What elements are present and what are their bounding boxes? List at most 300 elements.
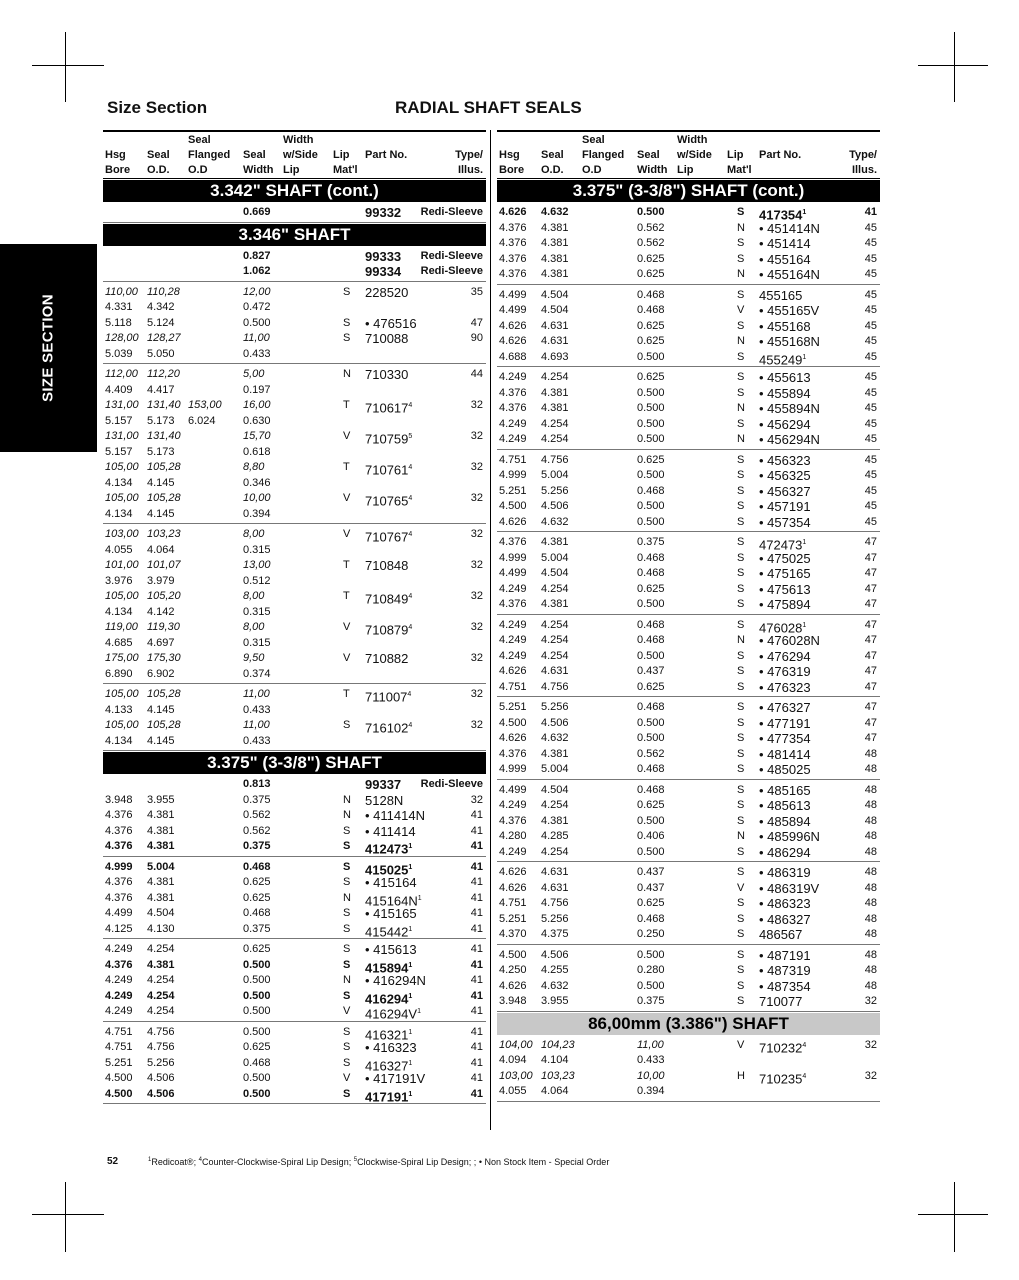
cell-lm: S (737, 386, 745, 399)
seal-group (103, 939, 486, 1022)
cell-sw: 0.433 (637, 1054, 665, 1066)
part-number: 455165 (759, 287, 803, 303)
type-illus: 41 (470, 1056, 483, 1069)
table-row (103, 491, 486, 507)
part-number: • 455164 (759, 251, 811, 267)
cell-hb: 5.118 (105, 316, 132, 329)
cell-hb: 4.999 (499, 551, 527, 564)
part-number: • 486319V (759, 880, 820, 896)
cell-sw: 0.500 (243, 1005, 271, 1017)
cell-hb: 4.626 (499, 319, 527, 332)
table-row (497, 535, 880, 551)
cell-sw: 0.315 (243, 543, 271, 556)
part-number: • 415164 (365, 875, 417, 890)
cell-lm: S (737, 747, 745, 760)
table-row (497, 716, 880, 732)
cell-hb: 4.499 (499, 567, 527, 579)
table-row (103, 1056, 486, 1072)
cell-hb: 4.685 (105, 636, 133, 649)
table-row (103, 429, 486, 445)
table-row (103, 942, 486, 958)
cell-lm: S (737, 964, 745, 976)
column-header-label: Width (283, 134, 314, 146)
table-row (103, 906, 486, 922)
part-number: 415894$^1$ (365, 959, 413, 975)
cell-so: 5.004 (541, 469, 569, 481)
part-number: 710882 (365, 651, 409, 666)
cell-so: 4.254 (541, 649, 569, 662)
column-header (497, 130, 880, 179)
section-title: 3.375" (3-3/8") SHAFT (103, 752, 486, 774)
cell-sw: 0.500 (637, 206, 665, 218)
cell-lm: N (737, 433, 745, 445)
column-header-label: Seal (188, 134, 211, 146)
column-header-label: O.D (188, 164, 208, 176)
cell-hb: 105,00 (105, 492, 139, 504)
cell-lm: N (343, 974, 351, 986)
cell-sw: 11,00 (243, 719, 270, 731)
table-row (497, 845, 880, 861)
section-title: 3.346" SHAFT (103, 224, 486, 246)
cell-so: 4.631 (541, 319, 569, 332)
seal-group (497, 862, 880, 945)
part-number: 710077 (759, 994, 803, 1009)
table-row (103, 651, 486, 667)
right-column-body (497, 180, 880, 1102)
type-illus: Redi-Sleeve (420, 249, 483, 262)
page-header-left: Size Section (107, 98, 208, 117)
cell-lm: S (737, 783, 745, 796)
cell-so: 105,28 (147, 719, 181, 731)
cell-sw: 0.562 (637, 221, 665, 234)
table-row (103, 839, 486, 855)
cell-lm: S (737, 618, 745, 631)
cell-lm: S (737, 417, 745, 430)
type-illus: 45 (864, 304, 877, 316)
type-illus: 47 (864, 665, 877, 677)
part-number: $416294V^1$ (365, 1006, 421, 1022)
cell-sw: 0.500 (637, 716, 665, 729)
cell-so: 5.256 (541, 912, 569, 925)
type-illus: 45 (864, 515, 877, 528)
cell-lm: V (737, 1038, 745, 1051)
table-row (497, 814, 880, 830)
cell-hb: 4.376 (105, 958, 133, 971)
table-row (497, 881, 880, 897)
cell-hb: 4.134 (105, 734, 133, 747)
seal-group (497, 450, 880, 533)
cell-hb: 3.948 (499, 995, 527, 1007)
part-number: • 485613 (759, 798, 811, 813)
cell-hb: 4.376 (499, 221, 527, 234)
cell-sw: 0.562 (243, 809, 271, 821)
cell-so: 4.504 (541, 288, 569, 301)
table-row (103, 398, 486, 414)
cell-sw: 8,80 (243, 461, 265, 473)
cell-hb: 4.500 (499, 716, 527, 729)
type-illus: 32 (470, 399, 483, 411)
cell-lm: S (343, 824, 351, 837)
part-number: 99337 (365, 777, 402, 792)
part-number: 228520 (365, 284, 409, 300)
part-number: • 477354 (759, 731, 811, 746)
cell-so: 4.381 (541, 386, 569, 399)
cell-hb: 4.249 (499, 417, 527, 430)
part-number: • 476028N (759, 633, 820, 648)
cell-so: 5.173 (147, 445, 175, 458)
type-illus: 41 (470, 1025, 483, 1038)
cell-lm: S (343, 1056, 351, 1069)
cell-so: 105,28 (147, 688, 181, 700)
seal-group (103, 202, 486, 223)
right-column (497, 130, 880, 1102)
cell-hb: 4.751 (105, 1025, 133, 1038)
type-illus: 32 (470, 430, 483, 442)
part-number: • 415613 (365, 942, 417, 957)
cell-hb: 103,00 (499, 1069, 533, 1082)
table-row (497, 664, 880, 680)
part-number: • 456294N (759, 432, 820, 447)
part-number: 710848 (365, 558, 409, 573)
column-header-label: Seal (582, 134, 605, 146)
cell-hb: 4.751 (105, 1041, 133, 1053)
cell-sw: 0.250 (637, 928, 665, 940)
cell-hb: 4.499 (499, 288, 527, 301)
column-header-label: Type/ (455, 149, 483, 161)
cell-hb: 4.500 (499, 948, 527, 961)
cell-hb: 4.999 (499, 469, 527, 481)
type-illus: 47 (864, 582, 877, 595)
table-row (497, 417, 880, 433)
left-column (103, 130, 486, 1104)
seal-group (497, 367, 880, 450)
seal-group (103, 246, 486, 282)
table-row (497, 252, 880, 268)
cell-lm: S (343, 285, 351, 298)
part-number: 99333 (365, 248, 402, 264)
cell-hb: 4.751 (499, 897, 527, 909)
cell-lm: S (737, 866, 745, 878)
part-number: • 456327 (759, 483, 811, 499)
type-illus: 32 (470, 688, 483, 700)
cell-lm: S (737, 237, 745, 249)
cell-sw: 0.625 (637, 335, 665, 347)
table-row (497, 948, 880, 964)
cell-so: 4.145 (147, 507, 175, 520)
part-number: • 411414 (365, 823, 416, 839)
type-illus: 45 (864, 484, 877, 497)
cell-sw: 0.468 (243, 1056, 271, 1069)
cell-lm: S (343, 989, 351, 1002)
cell-lm: S (737, 665, 745, 677)
part-number: 99334 (365, 264, 402, 279)
table-row (497, 700, 880, 716)
part-number: 711007$^4$ (365, 689, 412, 705)
cell-so: 5.004 (541, 551, 569, 564)
cell-sw: 0.625 (243, 943, 271, 955)
cell-lm: S (737, 536, 745, 548)
table-row (103, 718, 486, 734)
column-header-label: w/Side (677, 149, 712, 161)
column-divider (490, 130, 491, 1130)
cell-so: 5.256 (147, 1056, 175, 1069)
cell-hb: 4.055 (105, 543, 133, 556)
part-number: • 455168N (759, 334, 820, 349)
cell-hb: 4.626 (499, 732, 527, 744)
seal-group (497, 697, 880, 780)
type-illus: 32 (470, 719, 483, 731)
table-row (497, 566, 880, 582)
cell-lm: S (737, 469, 745, 481)
part-number: • 457354 (759, 514, 811, 530)
cell-hb: 5.039 (105, 347, 133, 360)
type-illus: 41 (864, 206, 877, 218)
cell-so: 4.632 (541, 732, 569, 744)
cell-hb: 4.280 (499, 830, 527, 842)
seal-group (103, 364, 486, 524)
cell-sw: 0.197 (243, 383, 271, 396)
cell-so: 105,28 (147, 461, 181, 473)
part-number: • 475894 (759, 597, 811, 612)
cell-hb: 4.626 (499, 335, 527, 347)
cell-hb: 4.134 (105, 605, 133, 618)
type-illus: 41 (470, 907, 483, 919)
cell-hb: 5.251 (499, 912, 527, 925)
cell-hb: 128,00 (105, 332, 139, 344)
cell-lm: S (343, 907, 351, 919)
column-header-label: Width (243, 164, 274, 176)
type-illus: 41 (470, 824, 483, 837)
cell-hb: 4.249 (499, 845, 527, 858)
cell-sw: 0.468 (637, 304, 665, 316)
cell-hb: 112,00 (105, 368, 138, 380)
column-header-label: Seal (637, 149, 660, 161)
cell-hb: 4.249 (105, 974, 133, 986)
cell-hb: 4.249 (105, 1005, 133, 1017)
crop-mark (65, 32, 66, 102)
seal-group (103, 1022, 486, 1105)
cell-sw: 0.813 (243, 778, 271, 790)
type-illus: 41 (470, 922, 483, 935)
type-illus: 45 (864, 371, 877, 383)
column-header-label: Bore (499, 164, 525, 176)
cell-sw: 0.625 (637, 252, 665, 265)
cell-hb: 4.376 (499, 252, 527, 265)
table-row (103, 687, 486, 703)
cell-lm: N (343, 368, 351, 380)
part-number: • 486327 (759, 911, 811, 927)
part-number: 710235$^4$ (759, 1070, 807, 1086)
cell-so: 110,28 (147, 285, 180, 298)
cell-sw: 0.500 (637, 350, 665, 363)
seal-group (497, 285, 880, 368)
table-row (103, 347, 486, 363)
cell-hb: 4.249 (499, 582, 527, 595)
cell-so: 4.254 (541, 371, 569, 383)
table-row (103, 264, 486, 280)
part-number: • 457191 (759, 499, 811, 514)
cell-so: 105,20 (147, 590, 181, 602)
cell-sw: 8,00 (243, 590, 265, 602)
cell-sw: 0.468 (243, 907, 271, 919)
left-column-body (103, 180, 486, 1104)
cell-sw: 16,00 (243, 399, 271, 411)
cell-so: 131,40 (147, 430, 181, 442)
seal-group (103, 774, 486, 857)
cell-hb: 131,00 (105, 399, 139, 411)
table-row (103, 734, 486, 750)
side-tab-label: SIZE SECTION (39, 294, 57, 402)
cell-lm: H (737, 1069, 745, 1082)
cell-hb: 4.409 (105, 383, 133, 396)
cell-sw: 0.472 (243, 301, 271, 313)
cell-lm: V (343, 430, 351, 442)
cell-so: 4.631 (541, 335, 569, 347)
cell-so: 4.381 (541, 221, 569, 234)
table-row (497, 386, 880, 402)
type-illus: 45 (864, 268, 877, 280)
cell-so: 3.955 (541, 995, 569, 1007)
cell-so: 4.254 (541, 634, 569, 646)
cell-sw: 0.625 (243, 876, 271, 888)
cell-hb: 4.376 (105, 824, 133, 837)
cell-hb: 103,00 (105, 528, 139, 540)
table-row (497, 334, 880, 350)
cell-sw: 0.500 (637, 814, 665, 827)
type-illus: 45 (864, 386, 877, 399)
table-row (103, 285, 486, 301)
cell-lm: N (343, 809, 351, 821)
cell-so: 4.254 (147, 943, 175, 955)
cell-so: 105,28 (147, 492, 181, 504)
cell-sw: 0.500 (637, 515, 665, 528)
type-illus: 32 (470, 461, 483, 473)
cell-sw: 0.625 (243, 1041, 271, 1053)
cell-sw: 0.500 (637, 433, 665, 445)
cell-hb: 4.376 (499, 237, 527, 249)
part-number: • 487191 (759, 947, 811, 963)
cell-lm: V (343, 1072, 351, 1084)
cell-so: 4.255 (541, 964, 569, 976)
type-illus: 45 (864, 500, 877, 512)
table-row (497, 303, 880, 319)
cell-hb: 5.251 (499, 484, 527, 497)
part-number: 710879$^4$ (365, 622, 413, 638)
cell-so: 128,27 (147, 332, 181, 344)
table-row (497, 798, 880, 814)
cell-so: 4.504 (541, 304, 569, 316)
cell-lm: V (343, 528, 351, 540)
part-number: • 416294N (365, 973, 426, 988)
cell-hb: 4.249 (499, 799, 527, 811)
table-row (103, 973, 486, 989)
cell-lm: S (737, 288, 745, 301)
part-number: • 485165 (759, 782, 811, 798)
cell-sw: 0.500 (243, 316, 271, 329)
cell-sw: 11,00 (243, 332, 270, 344)
cell-so: 4.254 (147, 989, 175, 1002)
part-number: 486567 (759, 927, 803, 942)
table-row (497, 963, 880, 979)
cell-hb: 119,00 (105, 621, 138, 633)
cell-sw: 0.406 (637, 830, 665, 842)
type-illus: 45 (864, 453, 877, 466)
table-row (103, 558, 486, 574)
cell-lm: N (737, 402, 745, 414)
cell-sw: 0.468 (637, 484, 665, 497)
type-illus: 41 (470, 1087, 483, 1100)
cell-lm: S (343, 1041, 351, 1053)
type-illus: Redi-Sleeve (420, 265, 483, 277)
cell-lm: S (737, 582, 745, 595)
cell-so: 4.381 (541, 402, 569, 414)
cell-lm: S (343, 958, 351, 971)
type-illus: 48 (864, 948, 877, 961)
cell-sw: 0.500 (637, 598, 665, 610)
cell-so: 103,23 (147, 528, 181, 540)
table-row (497, 267, 880, 283)
column-header-label: Seal (541, 149, 564, 161)
cell-so: 103,23 (541, 1069, 575, 1082)
table-row (497, 221, 880, 237)
cell-lm: V (737, 881, 745, 894)
cell-sw: 0.500 (637, 469, 665, 481)
cell-hb: 4.376 (105, 840, 133, 852)
part-number: 710088 (365, 331, 409, 346)
cell-lm: S (737, 500, 745, 512)
table-row (103, 316, 486, 332)
part-number: • 451414N (759, 220, 820, 236)
table-row (103, 331, 486, 347)
part-number: • 476327 (759, 700, 811, 715)
cell-so: 4.130 (147, 922, 175, 935)
cell-so: 5.004 (147, 860, 175, 873)
column-header-label: Hsg (105, 149, 126, 161)
crop-mark (32, 65, 104, 66)
column-header-label: Bore (105, 164, 131, 176)
type-illus: 45 (864, 402, 877, 414)
cell-so: 4.697 (147, 636, 175, 649)
table-row (103, 777, 486, 793)
part-number: 476028$^1$ (759, 619, 807, 635)
part-number: 710759$^5$ (365, 431, 413, 447)
column-header (103, 130, 486, 179)
cell-sw: 0.500 (637, 649, 665, 662)
column-header-label: Lip (727, 149, 744, 161)
cell-hb: 4.249 (499, 649, 527, 662)
cell-sw: 0.625 (637, 680, 665, 693)
cell-so: 4.142 (147, 605, 175, 618)
cell-lm: S (737, 732, 745, 744)
cell-so: 4.632 (541, 206, 569, 218)
cell-so: 4.381 (541, 237, 569, 249)
cell-sw: 0.625 (637, 268, 665, 280)
type-illus: 48 (864, 964, 877, 976)
table-row (103, 574, 486, 590)
type-illus: Redi-Sleeve (420, 206, 483, 218)
cell-sw: 0.315 (243, 636, 271, 649)
cell-so: 4.756 (541, 680, 569, 693)
cell-sw: 0.500 (637, 386, 665, 399)
column-header-label: Flanged (188, 149, 231, 161)
part-number: • 476323 (759, 679, 811, 695)
cell-so: 4.756 (541, 897, 569, 909)
table-row (497, 453, 880, 469)
column-header-label: Seal (243, 149, 266, 161)
cell-sw: 0.625 (243, 891, 271, 904)
cell-sw: 0.374 (243, 667, 271, 680)
table-row (103, 414, 486, 430)
